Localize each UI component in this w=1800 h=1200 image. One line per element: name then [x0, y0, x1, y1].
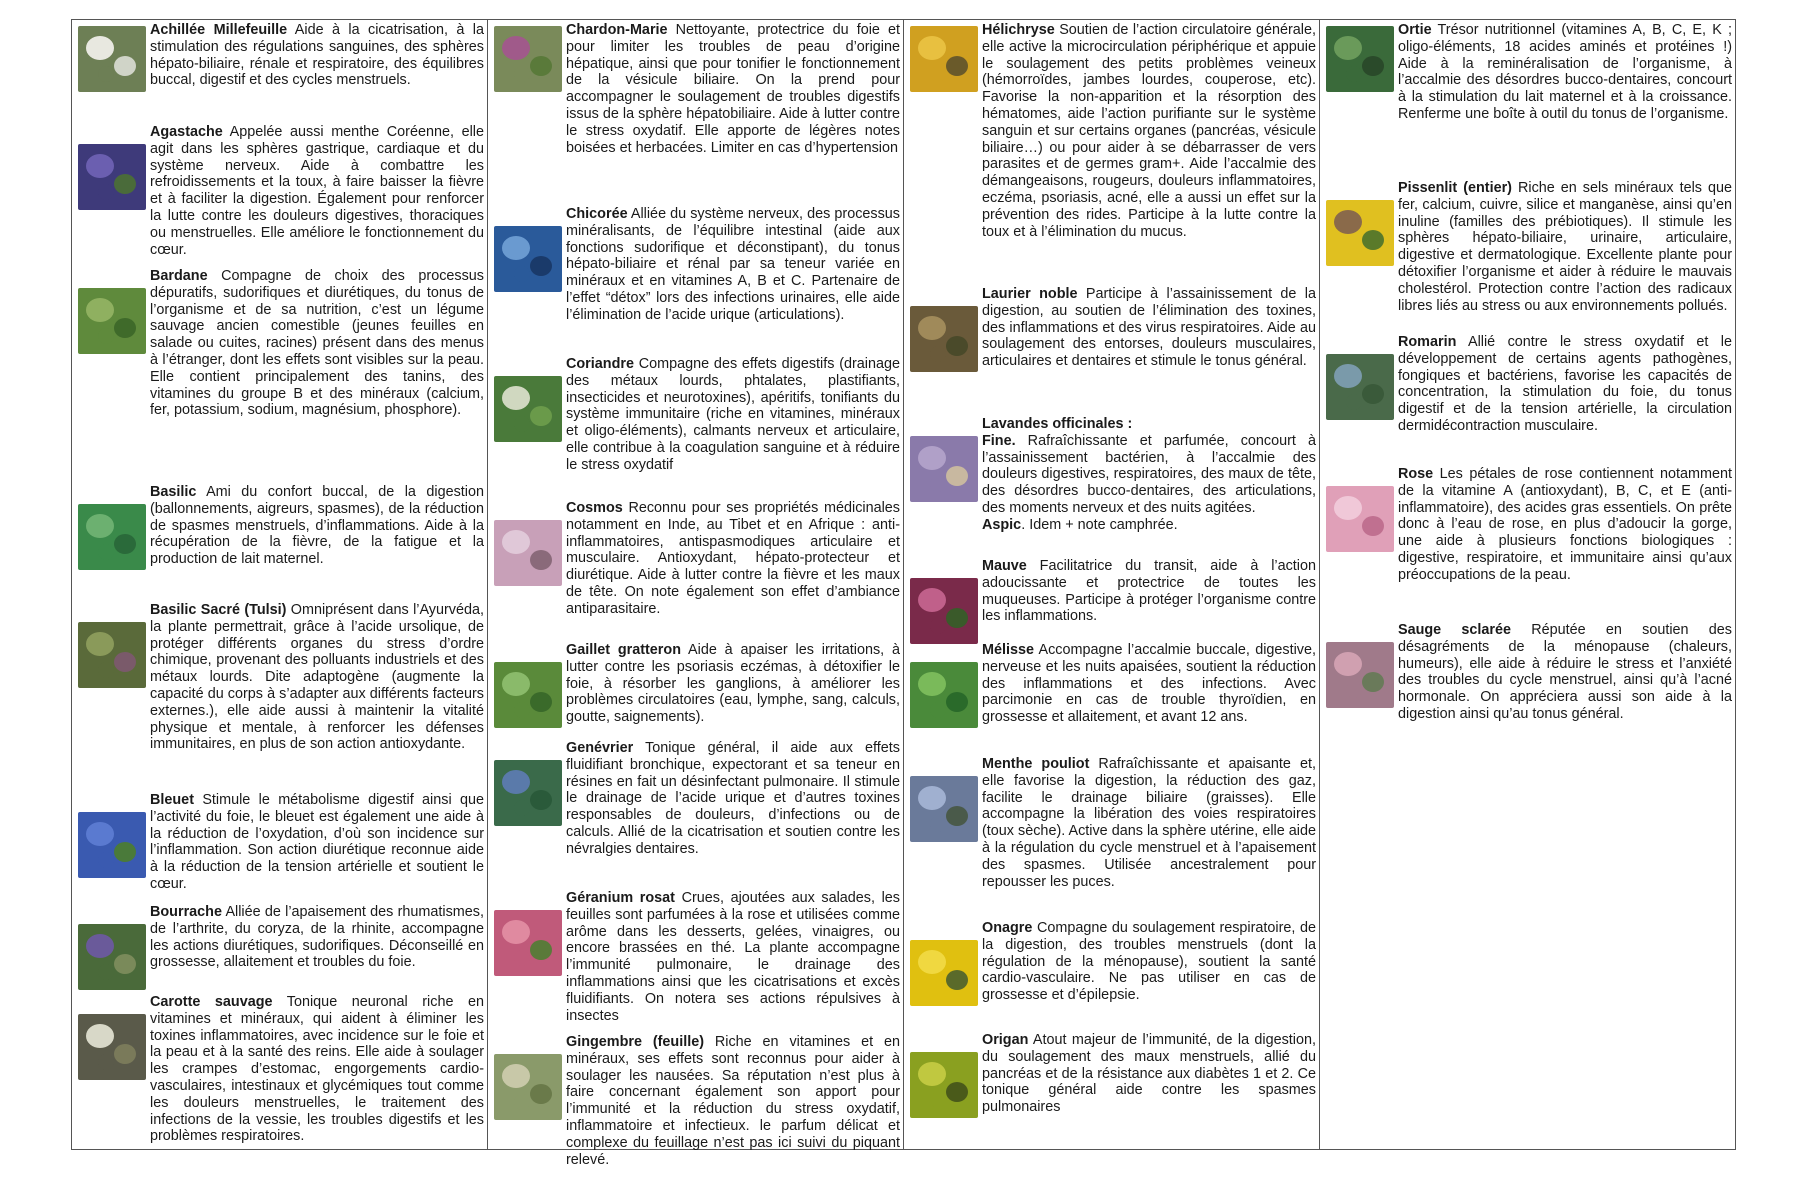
- herb-text: Facilitatrice du transit, aide à l’action adoucissante et protectrice de toutes les muqueuses. Participe à protéger l’organisme contre les inflammations.: [982, 558, 1316, 625]
- herb-entry: [78, 602, 484, 753]
- column-1: [72, 20, 488, 1149]
- herb-name: Onagre: [982, 920, 1033, 936]
- herb-description: [566, 500, 900, 618]
- herb-name: Pissenlit (entier): [1398, 180, 1512, 196]
- herb-photo: [78, 288, 146, 354]
- herb-entry: [494, 642, 900, 728]
- herb-photo: [494, 662, 562, 728]
- herb-photo: [1326, 642, 1394, 708]
- herb-text: Alliée du système nerveux, des processus minéralisants, de l’équilibre intestinal (aide aux fonctions sudorifique et déconstipant), du tonus hépato-biliaire et rénal par sa teneur variée en minéraux et en vitamines A, B et C. Partenaire de l’effet “détox” lors des infections urinaires, elle aide l’élimination de l’acide urique (articulations).: [566, 206, 900, 323]
- herb-name: Carotte sauvage: [150, 994, 273, 1010]
- herb-name: Bourrache: [150, 904, 222, 920]
- herb-description: [150, 484, 484, 568]
- herb-text: Omniprésent dans l’Ayurvéda, la plante permettrait, grâce à l’acide ursolique, de protéger différents organes du stress d’ordre chimique, provenant des polluants industriels et des métaux lourds. Dite adaptogène (augmente la capacité du corps à s’adapter aux différents facteurs externes.), elle aide aussi à maintenir la vitalité physique et mentale, à renforcer les défenses immunitaires, en plus de son action antioxydante.: [150, 602, 484, 753]
- herb-description: [982, 920, 1316, 1004]
- herb-entry: [494, 22, 900, 156]
- herb-description: [150, 124, 484, 258]
- herb-photo: [78, 812, 146, 878]
- herb-photo: [494, 1054, 562, 1120]
- herb-entry: [910, 22, 1316, 240]
- herb-name: Bleuet: [150, 792, 194, 808]
- herb-name: Rose: [1398, 466, 1434, 482]
- herb-photo: [78, 144, 146, 210]
- herb-entry: [910, 642, 1316, 728]
- herb-entry: [910, 286, 1316, 372]
- herb-text: Appelée aussi menthe Coréenne, elle agit dans les sphères gastrique, cardiaque et du système nerveux. Aide à combattre les refroidissements et la toux, à faire baisser la fièvre et à faciliter la digestion. Également pour renforcer la lutte contre les douleurs digestives, thoraciques ou menstruelles. Elle améliore le fonctionnement du cœur.: [150, 124, 484, 258]
- herb-text: Riche en sels minéraux tels que fer, calcium, cuivre, silice et manganèse, ainsi qu’en inuline (familles des prébiotiques). Il stimule les sphères hépato-biliaire, urinaire, articulaire, digestive et dermatologique. Excellente plante pour détoxifier l’organisme et aider à réduire le mauvais cholestérol. Protection contre l’action des radicaux libres liés au stress ou aux environnements pollués.: [1398, 180, 1732, 314]
- herb-description: [150, 994, 484, 1145]
- herb-photo: [1326, 486, 1394, 552]
- herb-text: Rafraîchissante et apaisante et, elle favorise la digestion, la réduction des gaz, facilite le drainage biliaire (graisses). Elle accompagne la libération des voies respiratoires (toux sèche). Active dans la sphère utérine, elle aide à la régulation du cycle menstruel et à l’apaisement des spasmes. Utilisée ancestralement pour repousser les puces.: [982, 756, 1316, 890]
- herb-name: Géranium rosat: [566, 890, 675, 906]
- herb-photo: [494, 376, 562, 442]
- herb-photo: [910, 1052, 978, 1118]
- herb-name: Mauve: [982, 558, 1027, 574]
- herb-text: Stimule le métabolisme digestif ainsi que l’activité du foie, le bleuet est également une aide à la réduction de l’oxydation, d’où son incidence sur l’inflammation. Son action diurétique reconnue aide à la réduction de la tension artérielle et soutient le cœur.: [150, 792, 484, 892]
- herb-description: [566, 1034, 900, 1168]
- herb-entry: [78, 22, 484, 92]
- herb-description: [150, 268, 484, 419]
- herb-photo: [78, 504, 146, 570]
- column-4: [1320, 20, 1735, 1149]
- herb-entry: [494, 890, 900, 1024]
- herb-text: Crues, ajoutées aux salades, les feuilles sont parfumées à la rose et utilisées comme arôme dans les desserts, gelées, vinaigres, ou encore brassées en thé. La plante accompagne l’immunité pulmonaire, le drainage des inflammations ainsi que les cicatrisations et excès fluidifiants. On notera ses actions répulsives à insectes: [566, 890, 900, 1024]
- herb-name: Coriandre: [566, 356, 634, 372]
- herb-text: Aide à la cicatrisation, à la stimulation des régulations sanguines, des sphères hépato-biliaire, rénale et respiratoire, des équilibres buccal, digestif et des cycles menstruels.: [150, 22, 484, 89]
- herb-photo: [78, 1014, 146, 1080]
- herb-photo: [494, 910, 562, 976]
- herb-entry: [1326, 466, 1732, 584]
- herb-description: [982, 642, 1316, 726]
- herb-photo: [910, 26, 978, 92]
- herb-text: Participe à l’assainissement de la digestion, au soutien de l’élimination des toxines, des inflammations et des virus respiratoires. Aide au soulagement des entorses, douleurs musculaires, articulaires et dentaires et stimule le tonus général.: [982, 286, 1316, 370]
- herb-name: Sauge sclarée: [1398, 622, 1512, 638]
- herb-photo: [910, 662, 978, 728]
- herb-name: Ortie: [1398, 22, 1432, 38]
- herb-text: Les pétales de rose contiennent notamment de la vitamine A (antioxydant), B, C, et E (anti-inflammatoire), des acides gras essentiels. On prête donc à l’eau de rose, en plus d’adoucir la gorge, une aide à plusieurs fonctions biologiques : digestive, respiratoire, et immunitaire ainsi qu’aux préoccupations de la peau.: [1398, 466, 1732, 583]
- herb-entry: [910, 1032, 1316, 1118]
- herb-name: Agastache: [150, 124, 223, 140]
- herb-entry: [78, 994, 484, 1145]
- variety-text: . Idem + note camphrée.: [1021, 516, 1178, 533]
- herb-text: Reconnu pour ses propriétés médicinales notamment en Inde, au Tibet et en Afrique : anti-inflammatoires, antispasmodiques articulaire et musculaire. Antioxydant, hépato-protecteur et diurétique. Aide à lutter contre la fièvre et les maux de tête. On note également son effet d’ambiance antiparasitaire.: [566, 500, 900, 617]
- herb-entry: [910, 756, 1316, 890]
- column-3: [904, 20, 1320, 1149]
- herb-photo: [494, 520, 562, 586]
- variety-label: Aspic: [982, 516, 1022, 533]
- herb-photo: [494, 26, 562, 92]
- herb-text: Allié contre le stress oxydatif et le développement de certains agents pathogènes, fongiques et bactériens, favorise les capacités de concentration, la stimulation du foie, du tonus digestif et de la tension artérielle, la circulation dermidécontraction musculaire.: [1398, 334, 1732, 434]
- herb-text: Soutien de l’action circulatoire générale, elle active la microcirculation périphérique et appuie le soulagement des petits problèmes veineux (hémorroïdes, jambes lourdes, couperose, etc). Favorise la non-apparition et la résorption des hématomes, aide l’action purifiante sur le système sanguin et sur certains organes (pancréas, vésicule biliaire…) ou pour aider à se débarrasser de vers parasites et de germes gram+. Aide l’accalmie des démangeaisons, rougeurs, douleurs inflammatoires, eczéma, psoriasis, acné, elle a aussi un effet sur la prévention des rides. Participe à la lutte contre la toux et à l’élimination du mucus.: [982, 22, 1316, 240]
- herb-text: Tonique neuronal riche en vitamines et minéraux, qui aident à éliminer les toxines inflammatoires, avec incidence sur le foie et la peau et à la santé des reins. Elle aide à soulager les crampes d’estomac, engorgements cardio-vasculaires, intestinaux et glycémiques tout comme les douleurs menstruelles, le traitement des infections de la vessie, les troubles digestifs et les problèmes respiratoires.: [150, 994, 484, 1145]
- herb-photo: [494, 226, 562, 292]
- herb-text: Accompagne l’accalmie buccale, digestive, nerveuse et les nuits apaisées, soutient la réduction des inflammations et des infections. Avec parcimonie en cas de trouble thyroïdien, en grossesse et allaitement, et avant 12 ans.: [982, 642, 1316, 726]
- herb-description: [150, 904, 484, 971]
- herb-photo: [910, 436, 978, 502]
- herb-entry: [494, 740, 900, 858]
- herb-entry: [1326, 334, 1732, 435]
- herb-photo: [78, 924, 146, 990]
- herb-name: Cosmos: [566, 500, 623, 516]
- herb-text: Compagne de choix des processus dépuratifs, sudorifiques et diurétiques, du tonus de l’organisme et de sa nutrition, c’est un légume sauvage ancien comestible (jeunes feuilles en salade ou cuites, racines) présent dans des menus à l’étranger, dont les effets sont visibles sur la peau. Elle contient principalement des tanins, des vitamines du groupe B et des minéraux (calcium, fer, potassium, sodium, magnésium, phosphore).: [150, 268, 484, 419]
- herb-description: [566, 22, 900, 156]
- herb-description: [1398, 622, 1732, 723]
- herb-name: Basilic: [150, 484, 197, 500]
- herb-entry: [494, 500, 900, 618]
- herb-description: [1398, 466, 1732, 584]
- herb-photo: [78, 26, 146, 92]
- herb-entry: [78, 904, 484, 990]
- herb-text: Alliée de l’apaisement des rhumatismes, de l’arthrite, du coryza, de la rhinite, accompagne les actions diurétiques, sudorifiques. Déconseillé en grossesse, allaitement et troubles du foie.: [150, 904, 484, 971]
- herb-entry: [78, 124, 484, 258]
- herb-entry: [910, 558, 1316, 644]
- herb-name: Chicorée: [566, 206, 628, 222]
- herb-description: [982, 558, 1316, 625]
- herb-name: Hélichryse: [982, 22, 1055, 38]
- herb-description: [982, 1032, 1316, 1116]
- herb-name: Lavandes officinales :: [982, 416, 1133, 432]
- column-2: [488, 20, 904, 1168]
- herb-description: [566, 642, 900, 726]
- herb-name: Genévrier: [566, 740, 634, 756]
- herb-description: [982, 286, 1316, 370]
- herb-description: [1398, 180, 1732, 314]
- herb-photo: [494, 760, 562, 826]
- herb-description: [566, 890, 900, 1024]
- herb-text: Compagne du soulagement respiratoire, de la digestion, des troubles menstruels (dont la régulation de la ménopause), soutient la santé cardio-vasculaire. Ne pas utiliser en cas de grossesse et d’épilepsie.: [982, 920, 1316, 1004]
- herb-entry: [78, 484, 484, 570]
- herb-entry: [494, 356, 900, 474]
- herb-description: [1398, 22, 1732, 123]
- herb-photo: [910, 578, 978, 644]
- herb-entry: [910, 416, 1316, 534]
- herb-entry: [78, 792, 484, 893]
- herb-text: Atout majeur de l’immunité, de la digestion, du soulagement des maux menstruels, allié du pancréas et de la résistance aux diabètes 1 et 2. Ce tonique général aide contre les spasmes pulmonaires: [982, 1032, 1316, 1116]
- herb-description: [566, 740, 900, 858]
- herb-name: Laurier noble: [982, 286, 1078, 302]
- variety-label: Fine.: [982, 432, 1016, 449]
- herb-name: Menthe pouliot: [982, 756, 1090, 772]
- herb-description: [566, 356, 900, 474]
- herb-entry: [494, 206, 900, 324]
- herb-entry: [494, 1034, 900, 1168]
- herb-name: Gaillet gratteron: [566, 642, 681, 658]
- herb-name: Bardane: [150, 268, 208, 284]
- herb-photo: [910, 306, 978, 372]
- herb-photo: [78, 622, 146, 688]
- herb-description: [1398, 334, 1732, 435]
- herb-photo: [910, 940, 978, 1006]
- herb-photo: [1326, 200, 1394, 266]
- herb-description: [982, 22, 1316, 240]
- herb-description: [150, 602, 484, 753]
- herb-text: Tonique général, il aide aux effets fluidifiant bronchique, expectorant et sa teneur en résines en fait un désinfectant pulmonaire. Il stimule le drainage de l’acide urique et d’autres toxines responsables de douleurs, d’infections ou de calculs. Allié de la cicatrisation et soutien contre les névralgies dentaires.: [566, 740, 900, 857]
- herb-name: Mélisse: [982, 642, 1034, 658]
- herb-description: [150, 792, 484, 893]
- herb-entry: [910, 920, 1316, 1006]
- herb-photo: [1326, 26, 1394, 92]
- herb-text: Riche en vitamines et en minéraux, ses effets sont reconnus pour aider à soulager les nausées. Sa réputation n’est plus à faire concernant également son apport pour l’immunité et la réduction du stress oxydatif, inflammatoire et infectieux. le parfum délicat et complexe du feuillage n’est pas ici suivi du piquant relevé.: [566, 1034, 900, 1168]
- herb-description: [982, 756, 1316, 890]
- variety-text: Rafraîchissante et parfumée, concourt à l’assainissement bactérien, à l’accalmie des douleurs digestives, respiratoires, des maux de tête, des désordres bucco-dentaires, des articulations, des moments nerveux et des nuits agitées.: [982, 432, 1316, 516]
- herb-name: Chardon-Marie: [566, 22, 668, 38]
- herb-name: Basilic Sacré (Tulsi): [150, 602, 287, 618]
- herb-text: Ami du confort buccal, de la digestion (ballonnements, aigreurs, spasmes), de la réduction de spasmes menstruels, d’inflammations. Aide à la récupération de la fièvre, de la fatigue et la production de lait maternel.: [150, 484, 484, 568]
- herb-description: [982, 416, 1316, 534]
- herb-text: Trésor nutritionnel (vitamines A, B, C, E, K ; oligo-éléments, 18 acides aminés et protéines !) Aide à la reminéralisation de l’organisme, à l’accalmie des désordres bucco-dentaires, concourt à la stimulation du lait maternel et à la croissance. Renferme une boîte à outil du tonus de l’organisme.: [1398, 22, 1732, 122]
- herb-text: Compagne des effets digestifs (drainage des métaux lourds, phtalates, plastifiants, insecticides et neurotoxines), apéritifs, tonifiants du système immunitaire (riche en vitamines, minéraux et oligo-éléments), calmants nerveux et articulaire, elle contribue à la coagulation sanguine et à réduire le stress oxydatif: [566, 356, 900, 473]
- herb-photo: [910, 776, 978, 842]
- herb-entry: [1326, 180, 1732, 314]
- herb-description: [566, 206, 900, 324]
- herb-entry: [1326, 622, 1732, 723]
- herb-sheet: [71, 19, 1736, 1168]
- herb-entry: [1326, 22, 1732, 123]
- herb-entry: [78, 268, 484, 419]
- herb-name: Romarin: [1398, 334, 1457, 350]
- herb-name: Origan: [982, 1032, 1029, 1048]
- herb-text: Aide à apaiser les irritations, à lutter contre les psoriasis eczémas, à détoxifier le foie, à résorber les ganglions, à améliorer les problèmes circulatoires (eau, lymphe, sang, calculs, goutte, saignements).: [566, 642, 900, 726]
- herb-name: Gingembre (feuille): [566, 1034, 705, 1050]
- herb-photo: [1326, 354, 1394, 420]
- herb-description: [150, 22, 484, 89]
- herb-text: Nettoyante, protectrice du foie et pour limiter les troubles de peau d’origine hépatique, ainsi que pour tonifier le fonctionnement de la vésicule biliaire. On la prend pour accompagner le soulagement de troubles digestifs issus de la sphère hépatobiliaire. Aide à lutter contre le stress oxydatif. Elle apporte de légères notes boisées et herbacées. Limiter en cas d’hypertension: [566, 22, 900, 156]
- herb-text: Réputée en soutien des désagréments de la ménopause (chaleurs, humeurs), elle aide à réduire le stress et l’anxiété des troubles du cycle menstruel, ainsi qu’à l’acné hormonale. On appréciera aussi son aide à la digestion ainsi qu’au tonus général.: [1398, 622, 1732, 722]
- herb-name: Achillée Millefeuille: [150, 22, 288, 38]
